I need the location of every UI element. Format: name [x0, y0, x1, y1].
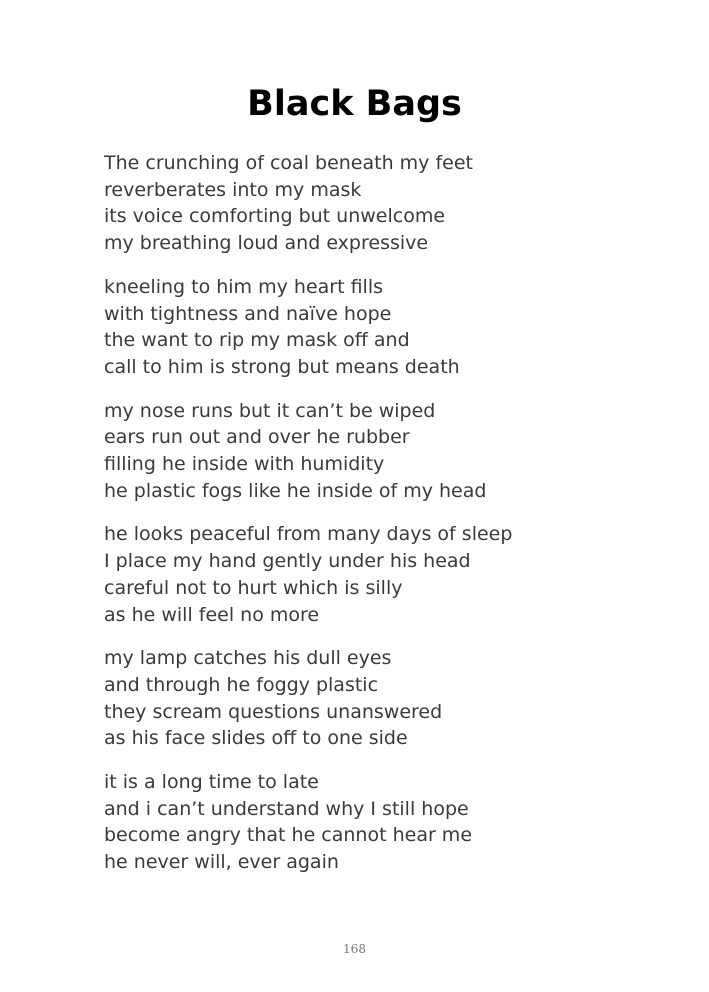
stanza-2	[104, 274, 664, 381]
stanza-6	[104, 769, 664, 876]
poem-line: filling he inside with humidity	[104, 453, 385, 476]
poem-line: the want to rip my mask off and	[104, 329, 410, 352]
stanza-4	[104, 521, 664, 628]
stanza-1	[104, 150, 664, 257]
page-title: Black Bags	[247, 84, 462, 124]
stanza-5	[104, 645, 664, 752]
poem-line: my nose runs but it can’t be wiped	[104, 399, 436, 422]
poem-line: he never will, ever again	[104, 851, 339, 874]
poem-line: The crunching of coal beneath my feet	[104, 152, 473, 174]
page-number: 168	[343, 942, 366, 956]
poem-body	[104, 150, 664, 893]
poem-line: careful not to hurt which is silly	[104, 576, 403, 599]
poem-line: my lamp catches his dull eyes	[104, 647, 392, 670]
poem-line: I place my hand gently under his head	[104, 550, 471, 573]
poem-line: it is a long time to late	[104, 771, 319, 794]
poem-line: as his face slides off to one side	[104, 727, 408, 750]
poem-line: become angry that he cannot hear me	[104, 824, 473, 847]
poem-line: my breathing loud and expressive	[104, 232, 429, 255]
poem-line: ears run out and over he rubber	[104, 426, 410, 449]
poem-line: he plastic fogs like he inside of my head	[104, 479, 487, 502]
poem-line: and i can’t understand why I still hope	[104, 797, 469, 820]
poem-line: with tightness and naïve hope	[104, 302, 392, 325]
poem-line: kneeling to him my heart fills	[104, 275, 383, 298]
stanza-3	[104, 398, 664, 505]
poem-line: and through he foggy plastic	[104, 673, 379, 696]
poem-line: they scream questions unanswered	[104, 700, 443, 723]
poem-line: as he will feel no more	[104, 603, 320, 626]
poem-line: its voice comforting but unwelcome	[104, 205, 446, 228]
poem-line: he looks peaceful from many days of sleep	[104, 523, 513, 546]
poem-line: call to him is strong but means death	[104, 355, 460, 378]
poem-line: reverberates into my mask	[104, 178, 362, 201]
